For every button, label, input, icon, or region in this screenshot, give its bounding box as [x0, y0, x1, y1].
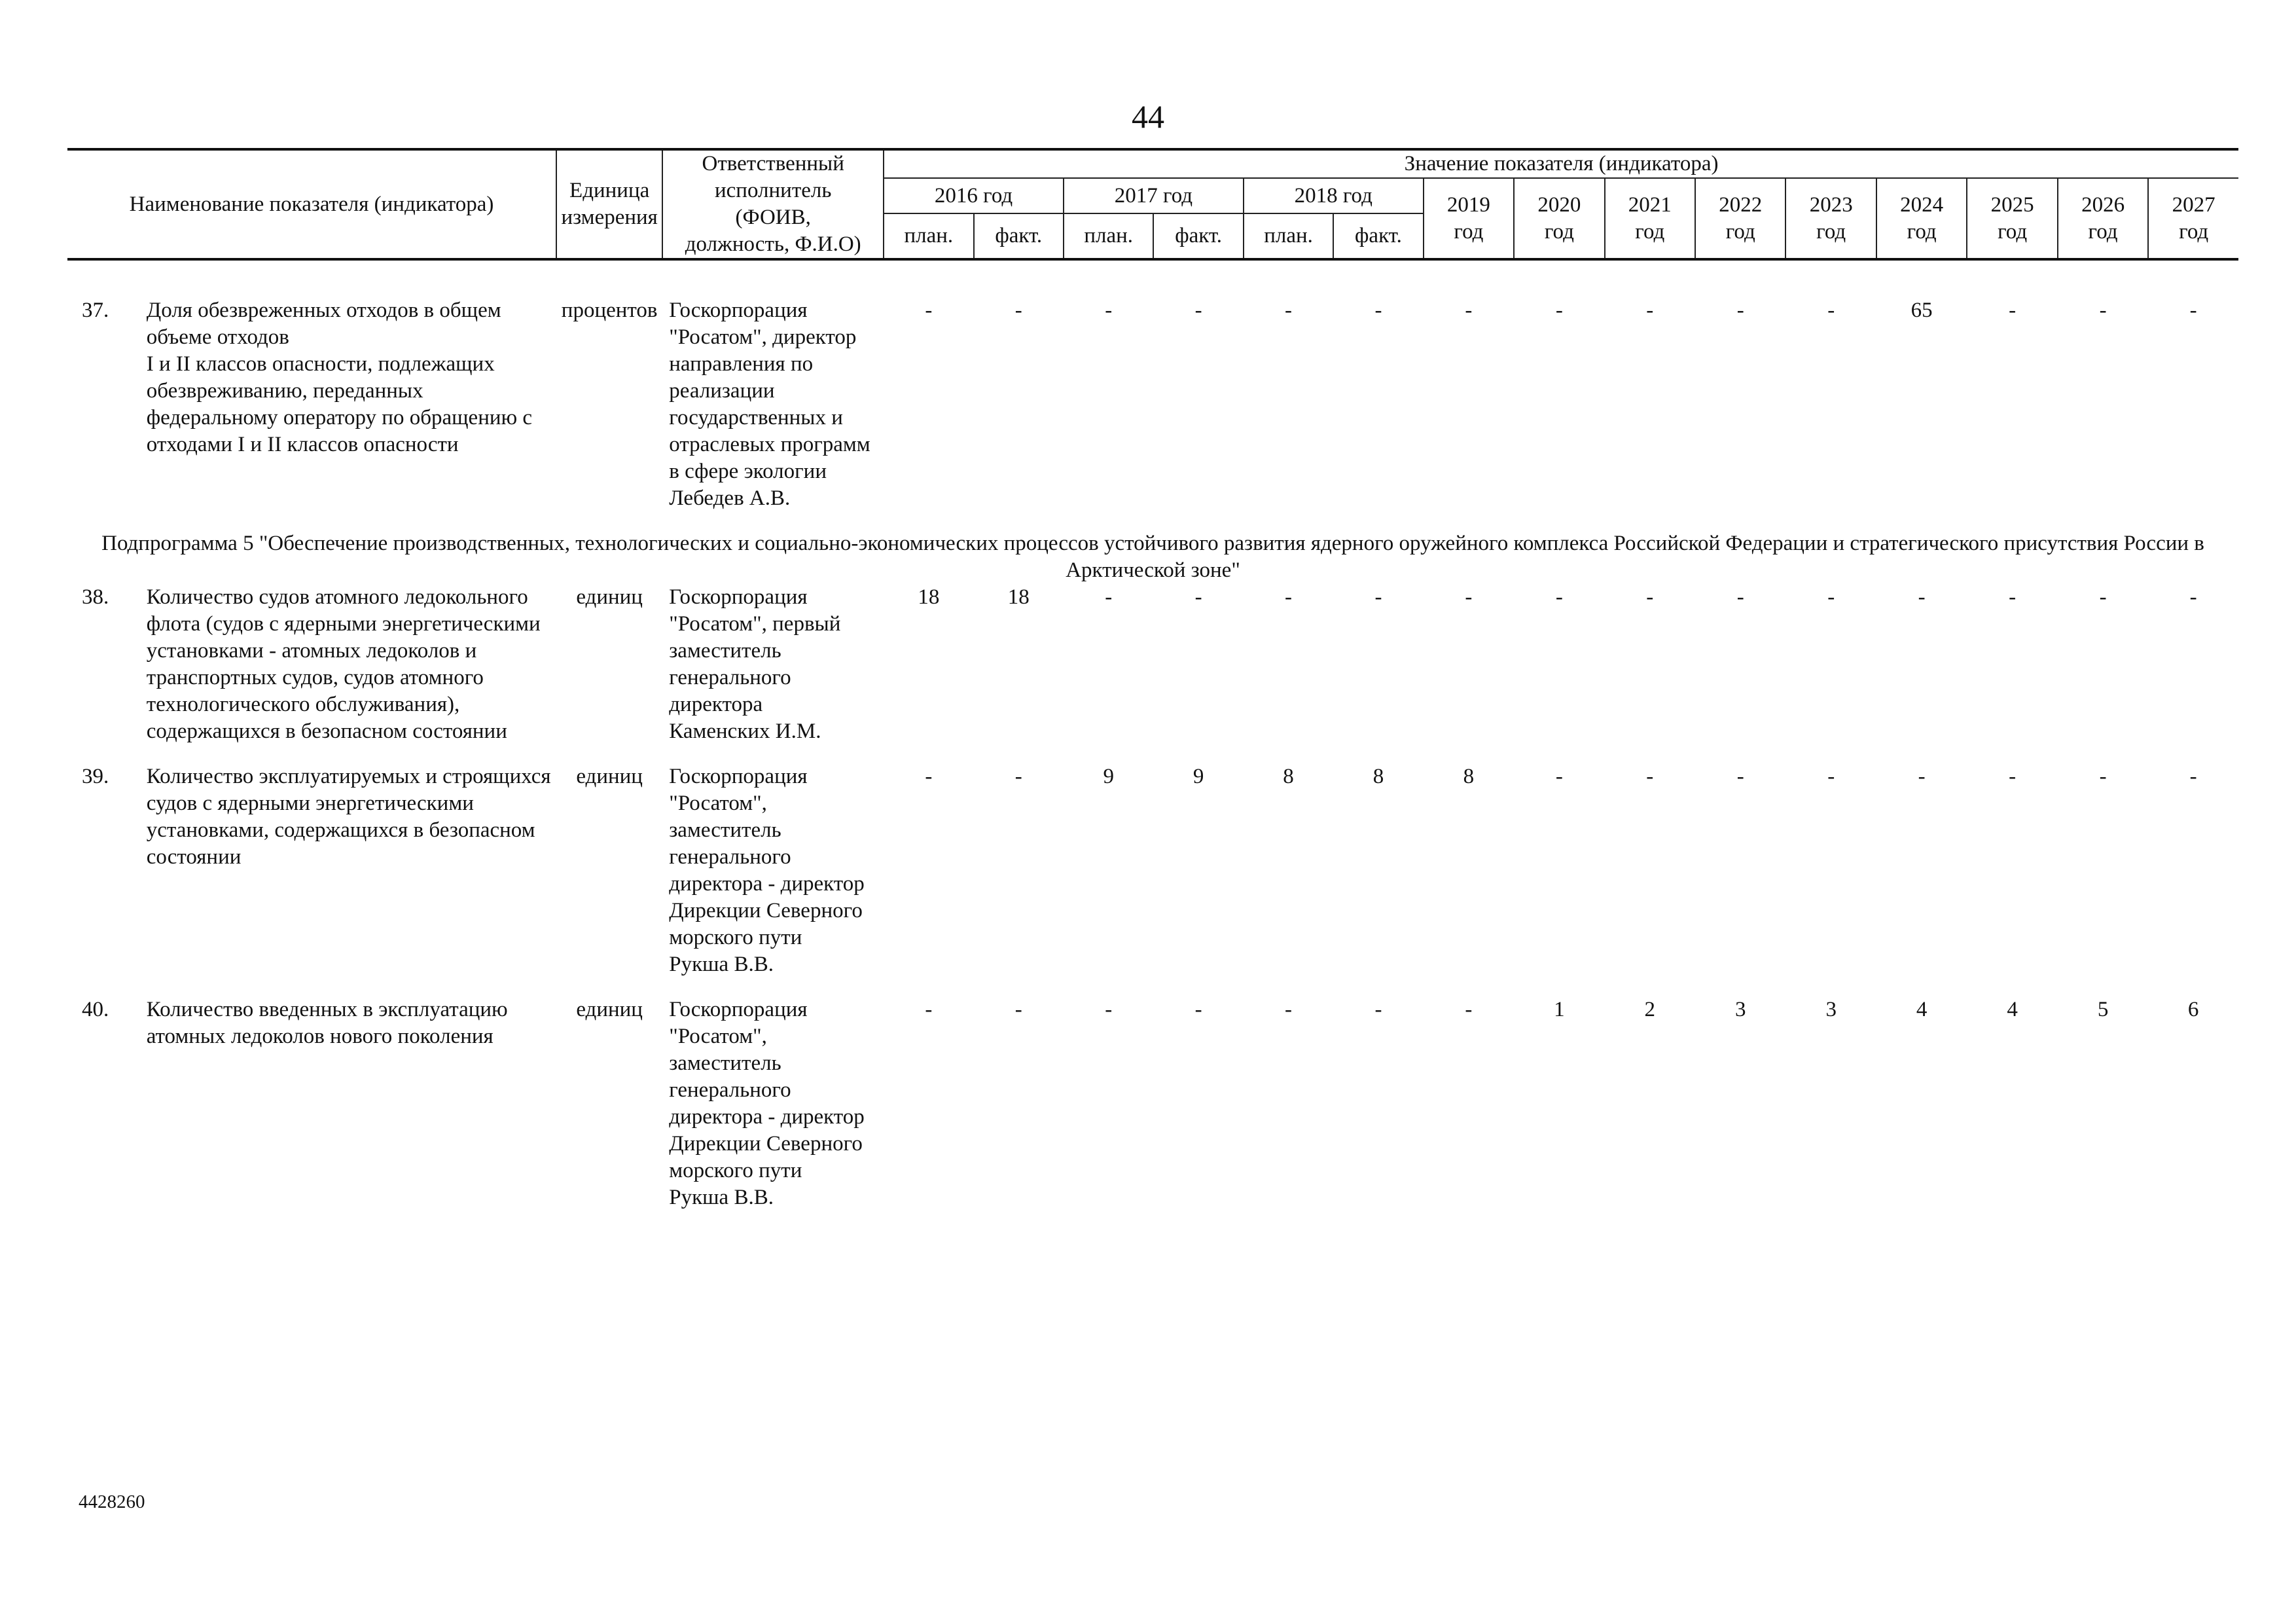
- value-cell: -: [1374, 585, 1382, 609]
- value-cell: -: [1555, 585, 1563, 609]
- value-cell: 8: [1463, 765, 1475, 788]
- row-gap: [67, 978, 2238, 996]
- header-responsible: Ответственный исполнитель (ФОИВ, должность, Ф.И.О): [662, 149, 884, 259]
- row-index: 40.: [82, 998, 109, 1021]
- value-cell: 2: [1644, 998, 1656, 1021]
- header-year-2021: 2021 год: [1605, 178, 1695, 259]
- row-gap-cell: [67, 745, 2238, 763]
- value-cell: -: [1555, 765, 1563, 788]
- value-cell: -: [1646, 299, 1654, 322]
- header-unit-label: Единица измерения: [561, 179, 658, 229]
- value-cell: -: [1555, 299, 1563, 322]
- value-cell: -: [2009, 299, 2017, 322]
- header-name: Наименование показателя (индикатора): [67, 149, 556, 259]
- value-cell: -: [2099, 299, 2107, 322]
- value-cell: -: [1827, 299, 1835, 322]
- value-cell: -: [1827, 765, 1835, 788]
- value-cell: 4: [1916, 998, 1928, 1021]
- row-gap: [67, 512, 2238, 530]
- value-cell: -: [2189, 299, 2197, 322]
- value-cell: 8: [1283, 765, 1294, 788]
- value-cell: -: [1194, 585, 1202, 609]
- indicator-name: Количество эксплуатируемых и строящихся судов с ядерными энергетическими установками, содержащихся в безопасном состоянии: [146, 765, 551, 869]
- value-cell: -: [925, 299, 933, 322]
- value-cell: 8: [1372, 765, 1384, 788]
- indicator-name: Доля обезвреженных отходов в общем объеме отходов I и II классов опасности, подлежащих обезвреживанию, переданных федеральному оператору по обращению с отходами I и II классов опасности: [146, 299, 533, 456]
- document-code: 4428260: [79, 1491, 145, 1512]
- header-value-group: Значение показателя (индикатора): [884, 149, 2238, 178]
- value-cell: 4: [2007, 998, 2018, 1021]
- value-cell: -: [1465, 998, 1473, 1021]
- value-cell: -: [1827, 585, 1835, 609]
- value-cell: -: [2189, 765, 2197, 788]
- row-gap: [67, 1211, 2238, 1230]
- table-header: [67, 149, 2238, 259]
- value-cell: -: [1736, 585, 1744, 609]
- header-year-2020: 2020 год: [1514, 178, 1604, 259]
- value-cell: 18: [1007, 585, 1030, 609]
- spacer-cell: [67, 259, 2238, 297]
- value-cell: 9: [1193, 765, 1204, 788]
- header-year-2027: 2027 год: [2148, 178, 2238, 259]
- table-row: [67, 297, 2238, 512]
- header-2018-fact: факт.: [1333, 213, 1423, 259]
- spacer-row: [67, 259, 2238, 297]
- value-cell: -: [2099, 765, 2107, 788]
- table-row: [67, 996, 2238, 1211]
- subprogram-row: [67, 530, 2238, 584]
- header-2016-plan: план.: [884, 213, 973, 259]
- subprogram-section: [67, 530, 2238, 584]
- header-2016-fact: факт.: [974, 213, 1064, 259]
- value-cell: 65: [1910, 299, 1933, 322]
- value-cell: -: [2009, 765, 2017, 788]
- responsible-cell: Госкорпорация "Росатом", заместитель генерального директора - директор Дирекции Северного морского пути Рукша В.В.: [669, 765, 865, 976]
- value-cell: -: [1918, 585, 1926, 609]
- value-cell: -: [2009, 585, 2017, 609]
- header-unit: [556, 149, 662, 259]
- header-year-2022: 2022 год: [1695, 178, 1785, 259]
- value-cell: -: [1465, 585, 1473, 609]
- row-gap-cell: [67, 1211, 2238, 1230]
- header-year-2019: 2019 год: [1424, 178, 1514, 259]
- header-year-2016: 2016 год: [884, 178, 1064, 213]
- header-2017-fact: факт.: [1153, 213, 1243, 259]
- indicator-name: Количество введенных в эксплуатацию атомных ледоколов нового поколения: [146, 998, 508, 1048]
- value-cell: 18: [918, 585, 940, 609]
- value-cell: -: [1285, 299, 1293, 322]
- responsible-cell: Госкорпорация "Росатом", директор направления по реализации государственных и отраслевых программ в сфере экологии Лебедев А.В.: [669, 299, 870, 510]
- header-year-2017: 2017 год: [1064, 178, 1244, 213]
- value-cell: -: [1014, 765, 1022, 788]
- value-cell: -: [2099, 585, 2107, 609]
- value-cell: -: [1014, 998, 1022, 1021]
- unit-cell: процентов: [561, 299, 658, 322]
- value-cell: -: [1374, 299, 1382, 322]
- value-cell: -: [1918, 765, 1926, 788]
- header-year-2023: 2023 год: [1785, 178, 1876, 259]
- unit-cell: единиц: [576, 765, 643, 788]
- value-cell: 3: [1825, 998, 1837, 1021]
- value-cell: -: [925, 765, 933, 788]
- indicators-table: [67, 148, 2238, 1230]
- value-cell: 9: [1103, 765, 1114, 788]
- value-cell: -: [1105, 998, 1113, 1021]
- header-year-2024: 2024 год: [1876, 178, 1967, 259]
- table-body-part-1: [67, 259, 2238, 530]
- value-cell: -: [925, 998, 933, 1021]
- row-gap-cell: [67, 978, 2238, 996]
- value-cell: -: [1646, 585, 1654, 609]
- row-index: 39.: [82, 765, 109, 788]
- table-row: [67, 584, 2238, 745]
- value-cell: -: [1374, 998, 1382, 1021]
- value-cell: 3: [1735, 998, 1746, 1021]
- indicator-name: Количество судов атомного ледокольного флота (судов с ядерными энергетическими установками - атомных ледоколов и транспортных судов, судов атомного технологического обслуживания), содержащихся в безопасном состоянии: [146, 585, 541, 743]
- value-cell: -: [1014, 299, 1022, 322]
- value-cell: 1: [1554, 998, 1565, 1021]
- value-cell: -: [1194, 299, 1202, 322]
- value-cell: -: [1105, 585, 1113, 609]
- value-cell: 6: [2187, 998, 2199, 1021]
- subprogram-title: Подпрограмма 5 "Обеспечение производственных, технологических и социально-экономических процессов устойчивого развития ядерного оружейного комплекса Российской Федерации и стратегического присутствия России в Арктической зоне": [101, 532, 2204, 582]
- value-cell: -: [1646, 765, 1654, 788]
- value-cell: -: [2189, 585, 2197, 609]
- row-gap: [67, 745, 2238, 763]
- value-cell: -: [1465, 299, 1473, 322]
- value-cell: -: [1105, 299, 1113, 322]
- row-index: 38.: [82, 585, 109, 609]
- unit-cell: единиц: [576, 998, 643, 1021]
- value-cell: -: [1194, 998, 1202, 1021]
- unit-cell: единиц: [576, 585, 643, 609]
- row-index: 37.: [82, 299, 109, 322]
- row-gap-cell: [67, 512, 2238, 530]
- responsible-cell: Госкорпорация "Росатом", заместитель генерального директора - директор Дирекции Северного морского пути Рукша В.В.: [669, 998, 865, 1209]
- table-row: [67, 763, 2238, 978]
- responsible-cell: Госкорпорация "Росатом", первый заместитель генерального директора Каменских И.М.: [669, 585, 841, 743]
- value-cell: -: [1736, 765, 1744, 788]
- value-cell: 5: [2097, 998, 2109, 1021]
- page-number: 44: [1132, 98, 1164, 135]
- value-cell: -: [1736, 299, 1744, 322]
- value-cell: -: [1285, 585, 1293, 609]
- header-year-2026: 2026 год: [2058, 178, 2148, 259]
- header-year-2018: 2018 год: [1244, 178, 1424, 213]
- header-2018-plan: план.: [1244, 213, 1333, 259]
- header-2017-plan: план.: [1064, 213, 1153, 259]
- table-body-part-2: [67, 584, 2238, 1230]
- header-year-2025: 2025 год: [1967, 178, 2057, 259]
- value-cell: -: [1285, 998, 1293, 1021]
